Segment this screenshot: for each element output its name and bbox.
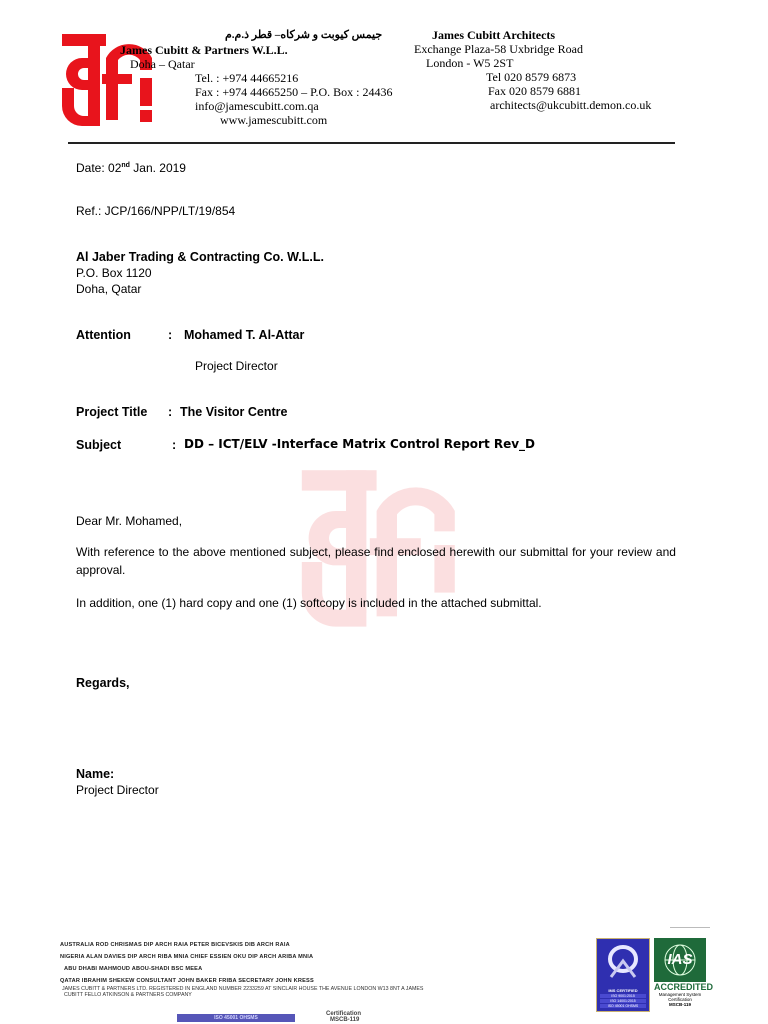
ims-title: IMS CERTIFIED [608, 988, 638, 993]
letter-reference: Ref.: JCP/166/NPP/LT/19/854 [76, 204, 236, 218]
london-email[interactable]: architects@ukcubitt.demon.co.uk [490, 98, 652, 112]
ims-iso-9001: ISO 9001:2015 [600, 994, 646, 998]
closing: Regards, [76, 676, 130, 690]
project-title-label: Project Title [76, 405, 148, 419]
signatory-title: Project Director [76, 783, 159, 797]
footer-registration-line1: JAMES CUBITT & PARTNERS LTD. REGISTERED IN ENGLAND NUMBER 2233259 AT SINCLAIR HOUSE THE AVENUE LONDON W13 8NT A JAMES [62, 986, 424, 992]
subject-value: DD – ICT/ELV -Interface Matrix Control Report Rev_D [184, 437, 536, 451]
ias-accredited-badge [654, 938, 714, 1010]
qatar-tel: Tel. : +974 44665216 [195, 71, 299, 85]
paragraph-1-line-2: approval. [76, 563, 126, 577]
ias-line2: Certification [668, 997, 692, 1002]
subject-label: Subject [76, 438, 122, 452]
london-fax: Fax 020 8579 6881 [488, 84, 581, 98]
letter-date [76, 157, 186, 177]
ims-iso-14001: ISO 14001:2015 [600, 999, 646, 1003]
attention-role: Project Director [195, 359, 278, 373]
ias-line1: Management System [658, 992, 702, 997]
paragraph-1-line-1: With reference to the above mentioned subject, please find enclosed herewith our submittal for your review and [76, 545, 676, 559]
ias-globe-box [654, 938, 706, 982]
attention-value: Mohamed T. Al-Attar [184, 328, 305, 342]
attention-label: Attention [76, 328, 131, 342]
project-title-colon: : [168, 405, 173, 419]
date-ordinal: nd [121, 162, 130, 169]
qatar-email[interactable]: info@jamescubitt.com.qa [195, 99, 319, 113]
attention-colon: : [168, 328, 173, 342]
recipient-po-box: P.O. Box 1120 [76, 266, 152, 280]
ims-certified-badge [596, 938, 650, 1012]
footer-divider [670, 927, 710, 928]
footer-partners-qatar: QATAR IBRAHIM SHEKEW CONSULTANT JOHN BAKER FRIBA SECRETARY JOHN KRESS [60, 978, 314, 984]
london-company-name: James Cubitt Architects [432, 28, 556, 42]
recipient-city: Doha, Qatar [76, 282, 142, 296]
ias-accredited-text: ACCREDITED [654, 982, 714, 992]
recipient-name: Al Jaber Trading & Contracting Co. W.L.L. [76, 250, 324, 264]
signatory-name-label: Name: [76, 767, 115, 781]
london-tel: Tel 020 8579 6873 [486, 70, 577, 84]
footer-partners-abu-dhabi: ABU DHABI MAHMOUD ABOU-SHADI BSC MEEA [64, 966, 203, 972]
subject-colon: : [172, 438, 177, 452]
company-website[interactable]: www.jamescubitt.com [220, 113, 328, 127]
footer-cert-code: MSCB-119 [330, 1017, 360, 1023]
footer-cert-strip: Certification [326, 1011, 362, 1017]
date-month-year: Jan. 2019 [129, 161, 186, 175]
footer-partners-nigeria: NIGERIA ALAN DAVIES DIP ARCH RIBA MNIA CHIEF ESSIEN OKU DIP ARCH ARIBA MNIA [60, 954, 314, 960]
london-address-line1: Exchange Plaza-58 Uxbridge Road [414, 42, 583, 56]
london-address-line2: London - W5 2ST [426, 56, 514, 70]
qatar-city: Doha – Qatar [130, 57, 195, 71]
salutation: Dear Mr. Mohamed, [76, 514, 183, 528]
qatar-company-name: James Cubitt & Partners W.L.L. [120, 43, 288, 57]
ims-iso-45001: ISO 45001 OHSMS [600, 1004, 646, 1008]
date-day: Date: 02 [76, 161, 122, 175]
footer-registration-line2: CUBITT FELLO ATKINSON & PARTNERS COMPANY [64, 992, 192, 998]
ias-code: MSCB-119 [668, 1002, 691, 1007]
ias-logo-text: IAS [667, 951, 693, 968]
ims-emblem-icon [597, 939, 649, 983]
paragraph-2: In addition, one (1) hard copy and one (1) softcopy is included in the attached submittal. [76, 596, 542, 610]
qatar-fax: Fax : +974 44665250 – P.O. Box : 24436 [195, 85, 393, 99]
arabic-company-name: جيمس كيوبت و شركاه– قطر ذ.م.م [225, 29, 383, 41]
footer-partners-australia: AUSTRALIA ROD CHRISMAS DIP ARCH RAIA PETER BICEVSKIS DIB ARCH RAIA [60, 942, 290, 948]
footer-iso-strip: ISO 45001 OHSMS [177, 1014, 295, 1022]
header-divider [68, 142, 675, 144]
project-title-value: The Visitor Centre [180, 405, 288, 419]
